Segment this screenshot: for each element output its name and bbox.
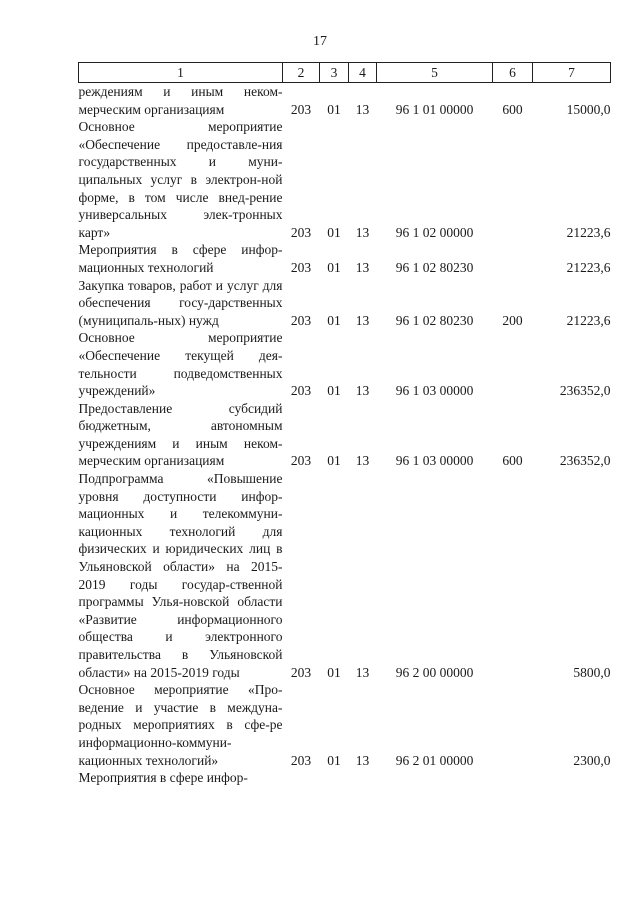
ministry-code: 203 — [290, 383, 312, 399]
row-description: Основное мероприятие «Обеспечение текущей дея-тельности подведомственных учреждений» — [78, 330, 283, 399]
ministry-code: 203 — [290, 259, 312, 275]
expense-type — [493, 118, 533, 241]
section-code: 01 — [327, 312, 341, 328]
row-description: Подпрограмма «Повышение уровня доступности инфор-мационных и телекоммуни-кационных технологий для физических и юридических лиц в Ульяновской области» на 2015-2019 годы государ-ственной программы Улья-новской области «Развитие информационного общества и электронного правительства в Ульяновской области» на 2015-2019 годы — [78, 471, 283, 680]
column-header: 1 — [79, 63, 283, 83]
page-number: 17 — [313, 34, 327, 49]
section-code: 01 — [327, 383, 341, 399]
row-description: реждениям и иным неком-мерческим организациям — [78, 84, 283, 117]
section-code: 01 — [327, 664, 341, 680]
table-row — [79, 277, 611, 330]
ministry-code: 203 — [290, 224, 312, 240]
expense-type — [493, 470, 533, 681]
subsection-code — [349, 769, 377, 787]
table-row — [79, 83, 611, 119]
table-row — [79, 329, 611, 399]
expense-type: 200 — [502, 312, 523, 328]
row-description: Мероприятия в сфере инфор- — [78, 770, 248, 786]
target-code: 96 1 02 80230 — [395, 259, 474, 275]
amount: 21223,6 — [566, 224, 611, 240]
expense-type — [493, 769, 533, 787]
target-code: 96 2 01 00000 — [395, 752, 474, 768]
amount: 236352,0 — [559, 453, 611, 469]
row-description: Закупка товаров, работ и услуг для обеспечения госу-дарственных (муниципаль-ных) нужд — [78, 277, 283, 328]
section-code — [320, 769, 349, 787]
table-row — [79, 400, 611, 470]
target-code: 96 1 02 00000 — [395, 224, 474, 240]
subsection-code: 13 — [355, 259, 370, 275]
amount: 21223,6 — [566, 312, 611, 328]
ministry-code: 203 — [290, 312, 312, 328]
expense-type — [493, 681, 533, 769]
expense-type — [493, 241, 533, 276]
ministry-code: 203 — [290, 752, 312, 768]
column-header: 6 — [493, 63, 533, 83]
subsection-code: 13 — [355, 383, 370, 399]
amount: 5800,0 — [573, 664, 611, 680]
subsection-code: 13 — [355, 453, 370, 469]
subsection-code: 13 — [355, 664, 370, 680]
target-code: 96 2 00 00000 — [395, 664, 474, 680]
header-row — [79, 63, 611, 83]
expense-type — [493, 329, 533, 399]
section-code: 01 — [327, 752, 341, 768]
target-code: 96 1 02 80230 — [395, 312, 474, 328]
section-code: 01 — [327, 453, 341, 469]
amount: 236352,0 — [559, 383, 611, 399]
subsection-code: 13 — [355, 312, 370, 328]
section-code: 01 — [327, 224, 341, 240]
column-header: 7 — [533, 63, 611, 83]
amount: 15000,0 — [566, 101, 611, 117]
ministry-code: 203 — [290, 664, 312, 680]
subsection-code: 13 — [355, 101, 370, 117]
table-row — [79, 118, 611, 241]
column-header: 3 — [320, 63, 349, 83]
row-description: Мероприятия в сфере инфор-мационных технологий — [78, 242, 283, 275]
ministry-code — [283, 769, 320, 787]
subsection-code: 13 — [355, 224, 370, 240]
expense-type: 600 — [502, 453, 523, 469]
row-description: Предоставление субсидий бюджетным, автономным учреждениям и иным неком-мерческим организациям — [78, 400, 283, 469]
section-code: 01 — [327, 101, 341, 117]
subsection-code: 13 — [355, 752, 370, 768]
amount: 2300,0 — [573, 752, 611, 768]
target-code: 96 1 03 00000 — [395, 383, 474, 399]
column-header: 5 — [377, 63, 493, 83]
target-code — [377, 769, 493, 787]
amount — [533, 769, 611, 787]
row-description: Основное мероприятие «Обеспечение предоставле-ния государственных и муни-ципальных услуг в электрон-ной форме, в том числе внед-рение универсальных элек-тронных карт» — [78, 119, 283, 240]
ministry-code: 203 — [290, 453, 312, 469]
table-row — [79, 241, 611, 276]
table-row — [79, 470, 611, 681]
column-header: 4 — [349, 63, 377, 83]
ministry-code: 203 — [290, 101, 312, 117]
column-header: 2 — [283, 63, 320, 83]
target-code: 96 1 01 00000 — [395, 101, 474, 117]
section-code: 01 — [327, 259, 341, 275]
row-description: Основное мероприятие «Про-ведение и участие в междуна-родных мероприятиях в сфе-ре информационно-коммуни-кационных технологий» — [78, 682, 283, 768]
expense-type: 600 — [502, 101, 523, 117]
target-code: 96 1 03 00000 — [395, 453, 474, 469]
table-row — [79, 681, 611, 769]
table-body — [79, 83, 611, 787]
amount: 21223,6 — [566, 259, 611, 275]
table-row — [79, 769, 611, 787]
budget-table — [78, 62, 611, 787]
